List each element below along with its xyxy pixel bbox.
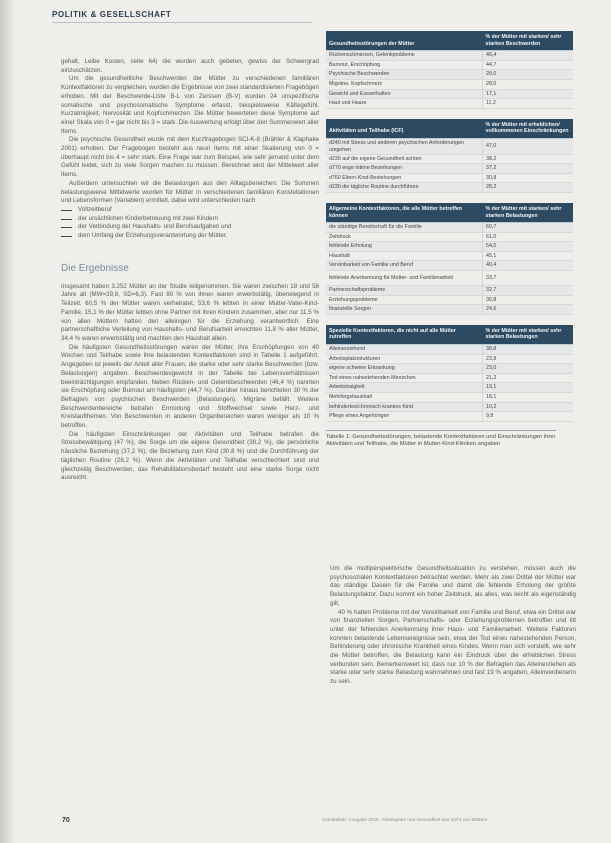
table-cell: Arbeitsplatzstrukturen — [326, 354, 483, 364]
table-cell: 44,7 — [483, 60, 574, 70]
table-cell: Gewicht und Essverhalten — [326, 89, 483, 99]
table-cell: Alleinerziehend — [326, 345, 483, 355]
table-row — [326, 60, 573, 70]
paragraph: Die psychische Gesundheit wurde mit dem Kurzfragebogen SCI-K-8 (Brähler & Klaphake 2001) erhoben. Der Fragebogen besteht aus neun Items mit einer Skalierung von 0 = überhaupt nicht bis 4 = sehr stark. Eine Frage war zum Beispiel, wie sehr jemand unter dem Gefühl leidet, sich zu viele Sorgen machen zu müssen. Berechnet wird der Mittelwert aller Items. — [61, 136, 319, 179]
table-cell: Pflege eines Angehörigen — [326, 412, 483, 422]
table-row — [326, 232, 573, 242]
table-cell: Rückenschmerzen, Gelenkprobleme — [326, 51, 483, 61]
table-cell: behindertes/chronisch krankes Kind — [326, 402, 483, 412]
paragraph: Um die multiperspektivische Gesundheitssituation zu verstehen, müssen auch die psychosozialen Kontextfaktoren betrachtet werden. Mehr als zwei Drittel der Mütter war das ständige Dasein für die Familie und damit die fehlende Erholung der größte Belastungsfaktor. Dazu kommt ein hoher Zeitdruck, als alles, was leicht als eigenständig gilt. — [330, 565, 576, 607]
table-cell: 37,2 — [483, 164, 574, 174]
table-row — [326, 89, 573, 99]
table-row — [326, 242, 573, 252]
table-row — [326, 173, 573, 183]
table-header: % der Mütter mit starken/ sehr starken Belastungen — [483, 325, 574, 345]
paragraph: Außerdem untersuchten wir die Belastungen aus den Alltagsbereichen: Die Summen belastungsweise Mittelwerte wurden für Mütter in verschiedenen familiären Konstellationen und Lebensformen (Variablen) ermittelt, dabei wird unterschieden nach — [61, 179, 319, 205]
paragraph: Insgesamt haben 3.252 Mütter an der Studie teilgenommen. Sie waren zwischen 18 und 58 Jahre alt (MW=39,8, SD=6,3). Fast 80 % von ihnen waren erwerbstätig, überwiegend in Teilzeit. 60,5 % der Mütter waren verheiratet, 53,6 % lebten in einer Mutter-Vater-Kind-Familie, 15,1 % der Mütter lebten ohne Partner mit ihren Kindern zusammen, aber nur 11,5 % von allen Müttern hatten den alleinigen für die Erziehung verantwortlich. Eine partnerschaftliche Verteilung von Haushalts- und Berufsarbeit erreichten 11,8 % aller Mütter, 34,4 % waren erwerbstätig und machten den Haushalt allein. — [61, 282, 319, 342]
table-cell: 54,0 — [483, 242, 574, 252]
table-cell: 38,2 — [483, 154, 574, 164]
table-cell: 11,2 — [483, 99, 574, 109]
table-cell: 17,1 — [483, 89, 574, 99]
table-cell: die ständige Bereitschaft für die Familie — [326, 223, 483, 233]
table-cell: 21,2 — [483, 373, 574, 383]
table-header: % der Mütter mit erheblichen/ vollkommenen Einschränkungen — [483, 119, 574, 139]
table-row — [326, 138, 573, 154]
table-cell: d240 mit Stress und anderen psychischen Anforderungen umgehen — [326, 138, 483, 154]
table-block — [326, 31, 573, 449]
paragraph: 40 % hatten Probleme mit der Vereinbarkeit von Familie und Beruf, etwa ein Drittel war von finanziellen Sorgen, Partnerschafts- oder Erziehungsproblemen betroffen und litt unter der fehlenden Anerkennung ihrer Haus- und Familienarbeit. Weitere Faktoren konnten belastende Lebensereignisse sein, etwa der Tod eines nahestehenden Person, Behinderung oder chronische Krankheit eines Kindes. Wenn man sich vorstellt, wie sehr die Mütter betroffen, die Belastung kann ein Eindruck über die erheblichen Stress verbunden sein. Bemerkenswert ist, dass nur 10 % der Befragten das Alleinerziehen als starke oder sehr starke Belastung wahrnahmen und fast 19 % angaben, Alleinverdienerin zu sein. — [330, 608, 576, 686]
table-row — [326, 154, 573, 164]
table-row — [326, 261, 573, 271]
paragraph: Um die gesundheitliche Beschwerden der Mütter zu verschiedenen familiären Kontextfaktoren zu vergleichen, wurden die Ergebnisse von zwei standardisierten Fragebögen erhoben. Mit der Beschwerde-Liste B-L von Zerssen (B-V) wurden 24 unspezifische somatische und psychosomatische Symptome erfasst, beispielsweise Kältegefühl, Kurzatmigkeit, Nervosität und Kopfschmerzen. Die Mütter bewerteten diese Symptome auf einer Skala von 0 = gar nicht bis 3 = stark. Die Auswertung erfolgt über den Summenwert aller Items. — [61, 75, 319, 135]
bullet-item: dem Umfang der Erziehungsverantwortung der Mütter. — [61, 232, 319, 241]
table-cell: 33,7 — [483, 271, 574, 286]
table-row — [326, 223, 573, 233]
table-row — [326, 295, 573, 305]
table-cell: fehlende Anerkennung für Mutter- und Familienarbeit — [326, 271, 483, 286]
table-caption: Tabelle 1: Gesundheitsstörungen, belastende Kontextfaktoren und Einschränkungen ihrer Aktivitäten und Teilhabe, die Mütter in Mutter-Kind-Kliniken angaben — [326, 430, 556, 449]
footer-source: Unmittelbar: Ausgabe 2015: Arbeitsplatz und Gesundheit aus Sicht von Müttern — [322, 817, 488, 822]
activities-participation-table — [326, 119, 573, 193]
table-cell: 32,7 — [483, 286, 574, 296]
table-cell: fehlende Erholung — [326, 242, 483, 252]
table-row — [326, 305, 573, 315]
left-column — [61, 58, 319, 483]
section-header: POLITIK & GESELLSCHAFT — [52, 10, 172, 19]
table-cell: 19,1 — [483, 383, 574, 393]
table-cell: 18,1 — [483, 393, 574, 403]
table-cell: 28,0 — [483, 70, 574, 80]
table-cell: Mehrlingshaushalt — [326, 393, 483, 403]
specific-context-factors-table — [326, 325, 573, 422]
table-cell: Arbeitslosigkeit — [326, 383, 483, 393]
table-cell: 45,1 — [483, 251, 574, 261]
table-cell: Haushalt — [326, 251, 483, 261]
table-row — [326, 99, 573, 109]
table-row — [326, 70, 573, 80]
table-row — [326, 51, 573, 61]
table-cell: 9,8 — [483, 412, 574, 422]
table-cell: 46,4 — [483, 51, 574, 61]
table-cell: 40,4 — [483, 261, 574, 271]
table-cell: d230 die tägliche Routine durchführen — [326, 183, 483, 193]
table-cell: 60,7 — [483, 223, 574, 233]
section-title: Die Ergebnisse — [61, 262, 129, 274]
table-cell: 23,0 — [483, 364, 574, 374]
table-row — [326, 345, 573, 355]
table-row — [326, 164, 573, 174]
page-number: 70 — [62, 817, 70, 824]
paragraph: Die häufigsten Einschränkungen der Aktivitäten und Teilhabe betrafen die Stressbewältigung (47 %), die Sorge um die eigene Gesundheit (38,2 %), die persönliche häusliche Beziehung (37,2 %), die Beziehung zum Kind (30,8 %) und die Durchführung der täglichen Routine (28,2 %). Wenn die Aktivitäten und Teilhabe verschlechtert sind und gleichzeitig Beschwerden, das Rehabilitationsbedarf besteht und eine starke Sorge nicht ausreicht. — [61, 430, 319, 482]
right-column — [330, 565, 576, 687]
table-cell: Burnout, Erschöpfung — [326, 60, 483, 70]
table-header: Gesundheitsstörungen der Mütter — [326, 31, 483, 51]
table-cell: Vereinbarkeit von Familie und Beruf — [326, 261, 483, 271]
table-cell: 61,0 — [483, 232, 574, 242]
table-cell: 30,8 — [483, 173, 574, 183]
table-cell: 47,0 — [483, 138, 574, 154]
table-row — [326, 251, 573, 261]
table-header: % der Mütter mit starken/ sehr starken Belastungen — [483, 203, 574, 223]
table-cell: Partnerschaftsprobleme — [326, 286, 483, 296]
table-cell: d770 enge intime Beziehungen — [326, 164, 483, 174]
table-cell: 28,0 — [483, 79, 574, 89]
table-cell: Erziehungsprobleme — [326, 295, 483, 305]
table-cell: eigene schwere Erkrankung — [326, 364, 483, 374]
table-header: Allgemeine Kontextfaktoren, die alle Mütter betreffen können — [326, 203, 483, 223]
table-cell: Tod eines nahestehenden Menschen — [326, 373, 483, 383]
table-cell: 28,2 — [483, 183, 574, 193]
table-row — [326, 402, 573, 412]
table-cell: Migräne, Kopfschmerz — [326, 79, 483, 89]
table-row — [326, 354, 573, 364]
table-cell: Psychische Beschwerden — [326, 70, 483, 80]
table-row — [326, 364, 573, 374]
table-row — [326, 373, 573, 383]
health-disorders-table — [326, 31, 573, 109]
paragraph: Die häufigsten Gesundheitsstörungen waren der Mütter, ihre Erschöpfungen von 40 Wochen und Teilhabe sowie ihre belastenden Kontextfaktoren sind in Tabelle 1 aufgeführt. Angegeben ist jeweils der Anteil aller Frauen, die starke oder sehr starke Beschwerden (bzw. Belastungen) angaben. Beschwerdesgewicht in der Tabelle bei Lebensverhältnissen beeinträchtigungen empfanden. Neben Rücken- und Gelenkbeschwerden (46,4 %) nannten sie Erschöpfung oder Burnout am häufigsten (44,7 %). Darüber hinaus berichteten 30 % der Befragten von psychischen Beschwerden (Belastungen). Migräne befällt. Weitere Beschwerdenbereiche betrafen Ermüdung und Stoffwechsel sowie Herz- und Kreislaufthemen. Von Beschwerden in anderen Organbereichen waren weniger als 10 % betroffen. — [61, 343, 319, 430]
table-cell: finanzielle Sorgen — [326, 305, 483, 315]
table-row — [326, 286, 573, 296]
table-cell: 10,2 — [483, 402, 574, 412]
table-cell: Haut und Haare — [326, 99, 483, 109]
bullet-item: der Verbindung der Haushalts- und Berufsaufgaben und — [61, 223, 319, 232]
bullet-item: der ursächlichen Kinderbetreuung mit zwei Kindern — [61, 215, 319, 224]
table-row — [326, 393, 573, 403]
paragraph: gehalt, Leibe Kosten, seite 64) die wurden auch gebeten, gewiss der Schwergrad einzuschätzen. — [61, 58, 319, 74]
table-cell: 38,8 — [483, 345, 574, 355]
table-row — [326, 412, 573, 422]
table-header: Spezielle Kontextfaktoren, die nicht auf alle Mütter zutreffen — [326, 325, 483, 345]
page-binding-shadow — [0, 0, 14, 843]
general-context-factors-table — [326, 203, 573, 315]
bullet-list — [61, 206, 319, 241]
table-header: Aktivitäten und Teilhabe (ICF) — [326, 119, 483, 139]
table-row — [326, 383, 573, 393]
bullet-item: Vollzeitberuf — [61, 206, 319, 215]
table-cell: d230 auf die eigene Gesundheit achten — [326, 154, 483, 164]
table-row — [326, 271, 573, 286]
table-row — [326, 183, 573, 193]
table-cell: 24,6 — [483, 305, 574, 315]
table-row — [326, 79, 573, 89]
table-cell: d760 Eltern-Kind-Beziehungen — [326, 173, 483, 183]
table-cell: Zeitdruck — [326, 232, 483, 242]
table-cell: 30,8 — [483, 295, 574, 305]
table-header: % der Mütter mit starken/ sehr starken Beschwerden — [483, 31, 574, 51]
table-cell: 23,8 — [483, 354, 574, 364]
header-rule — [52, 22, 312, 23]
